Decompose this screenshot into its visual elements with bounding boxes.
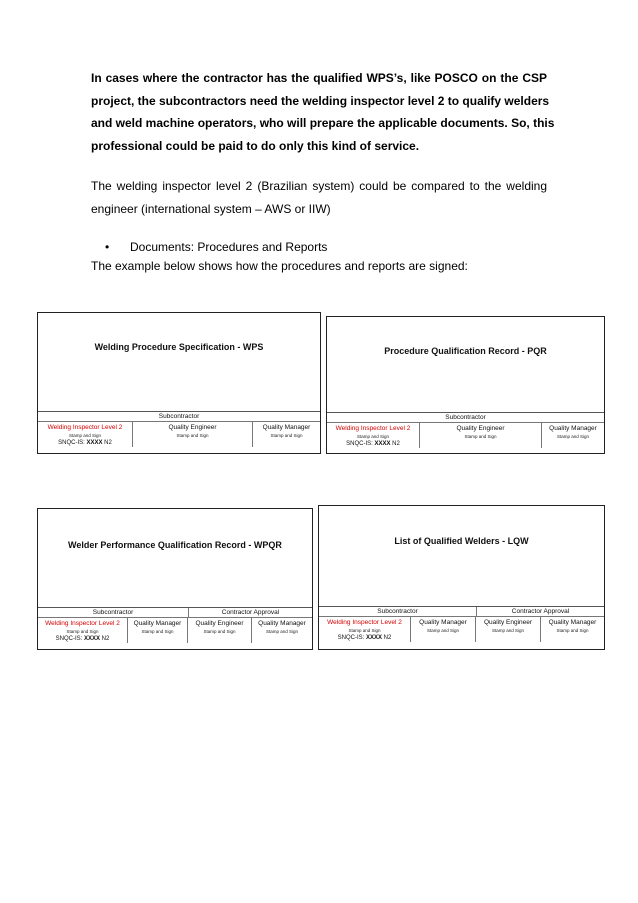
signature-cell [327,423,420,448]
subcontractor-header: Subcontractor [445,414,486,421]
snqc-label: SNQC-IS: XXXX N2 [55,636,110,642]
role-label: Welding Inspector Level 2 [45,620,120,627]
bullet-icon: • [105,240,110,254]
intro-line: and weld machine operators, who will prepare the applicable documents. So, this [91,116,555,130]
stamp-label: Stamp and Sign [270,433,303,438]
intro-paragraph [91,67,555,157]
signature-cell [476,617,541,642]
signature-cell [128,618,188,643]
stamp-label: Stamp and Sign [356,434,390,439]
intro-line: project, the subcontractors need the welding inspector level 2 to qualify welders [91,93,550,108]
role-label: Quality Engineer [456,425,505,432]
role-label: Quality Manager [133,620,182,627]
signature-table [38,607,312,643]
stamp-label: Stamp and Sign [556,434,590,439]
example-caption: The example below shows how the procedures and reports are signed: [91,259,468,273]
contractor-approval-header: Contractor Approval [511,608,570,615]
role-label: Quality Engineer [168,424,217,431]
intro-line: In cases where the contractor has the qualified WPS’s, like POSCO on the CSP [91,71,547,85]
subcontractor-header: Subcontractor [158,413,200,420]
intro-line: professional could be paid to do only this kind of service. [91,138,420,153]
role-label: Welding Inspector Level 2 [327,619,402,626]
form-title: List of Qualified Welders - LQW [394,536,529,546]
stamp-label: Stamp and Sign [265,629,299,634]
subcontractor-header: Subcontractor [38,608,189,617]
signature-table [319,606,604,642]
role-label: Quality Engineer [195,620,244,627]
pqr-form [326,316,605,454]
signature-cell [541,617,604,642]
role-label: Welding Inspector Level 2 [335,425,411,432]
signature-cell [252,618,312,643]
stamp-label: Stamp and Sign [68,433,102,438]
form-title: Welding Procedure Specification - WPS [94,342,264,352]
stamp-label: Stamp and Sign [203,629,236,634]
signature-cell [133,422,253,447]
snqc-label: SNQC-IS: XXXX N2 [337,635,392,641]
role-label: Quality Manager [419,619,467,626]
signature-cell [319,617,411,642]
subcontractor-header: Subcontractor [319,607,477,616]
snqc-label: SNQC-IS: XXXX N2 [58,440,112,446]
signature-cell [188,618,252,643]
snqc-label: SNQC-IS: XXXX N2 [346,441,400,447]
role-label: Quality Manager [549,425,597,432]
signature-table [327,412,604,448]
role-label: Quality Manager [548,619,597,626]
stamp-label: Stamp and Sign [348,628,381,633]
form-title: Procedure Qualification Record - PQR [384,346,547,356]
signature-table [38,411,320,447]
stamp-label: Stamp and Sign [556,628,589,633]
role-label: Quality Engineer [483,619,533,626]
stamp-label: Stamp and Sign [66,629,99,634]
signature-cell [38,422,133,447]
comparison-line: engineer (international system – AWS or IIW) [91,201,331,216]
stamp-label: Stamp and Sign [426,628,460,633]
comparison-paragraph [91,175,547,220]
signature-cell [253,422,320,447]
stamp-label: Stamp and Sign [176,433,209,438]
role-label: Welding Inspector Level 2 [47,424,123,431]
signature-cell [411,617,476,642]
comparison-line: The welding inspector level 2 (Brazilian system) could be compared to the welding [91,179,547,193]
role-label: Quality Manager [262,424,311,431]
contractor-approval-header: Contractor Approval [221,609,280,616]
signature-cell [542,423,604,448]
bullet-item: Documents: Procedures and Reports [130,240,328,254]
role-label: Quality Manager [258,620,306,627]
form-title: Welder Performance Qualification Record - WPQR [68,540,282,550]
signature-cell [38,618,128,643]
wpqr-form [37,508,313,650]
signature-cell [420,423,542,448]
stamp-label: Stamp and Sign [491,628,525,633]
wps-form [37,312,321,454]
lqw-form [318,505,605,650]
stamp-label: Stamp and Sign [141,629,174,634]
stamp-label: Stamp and Sign [464,434,497,439]
